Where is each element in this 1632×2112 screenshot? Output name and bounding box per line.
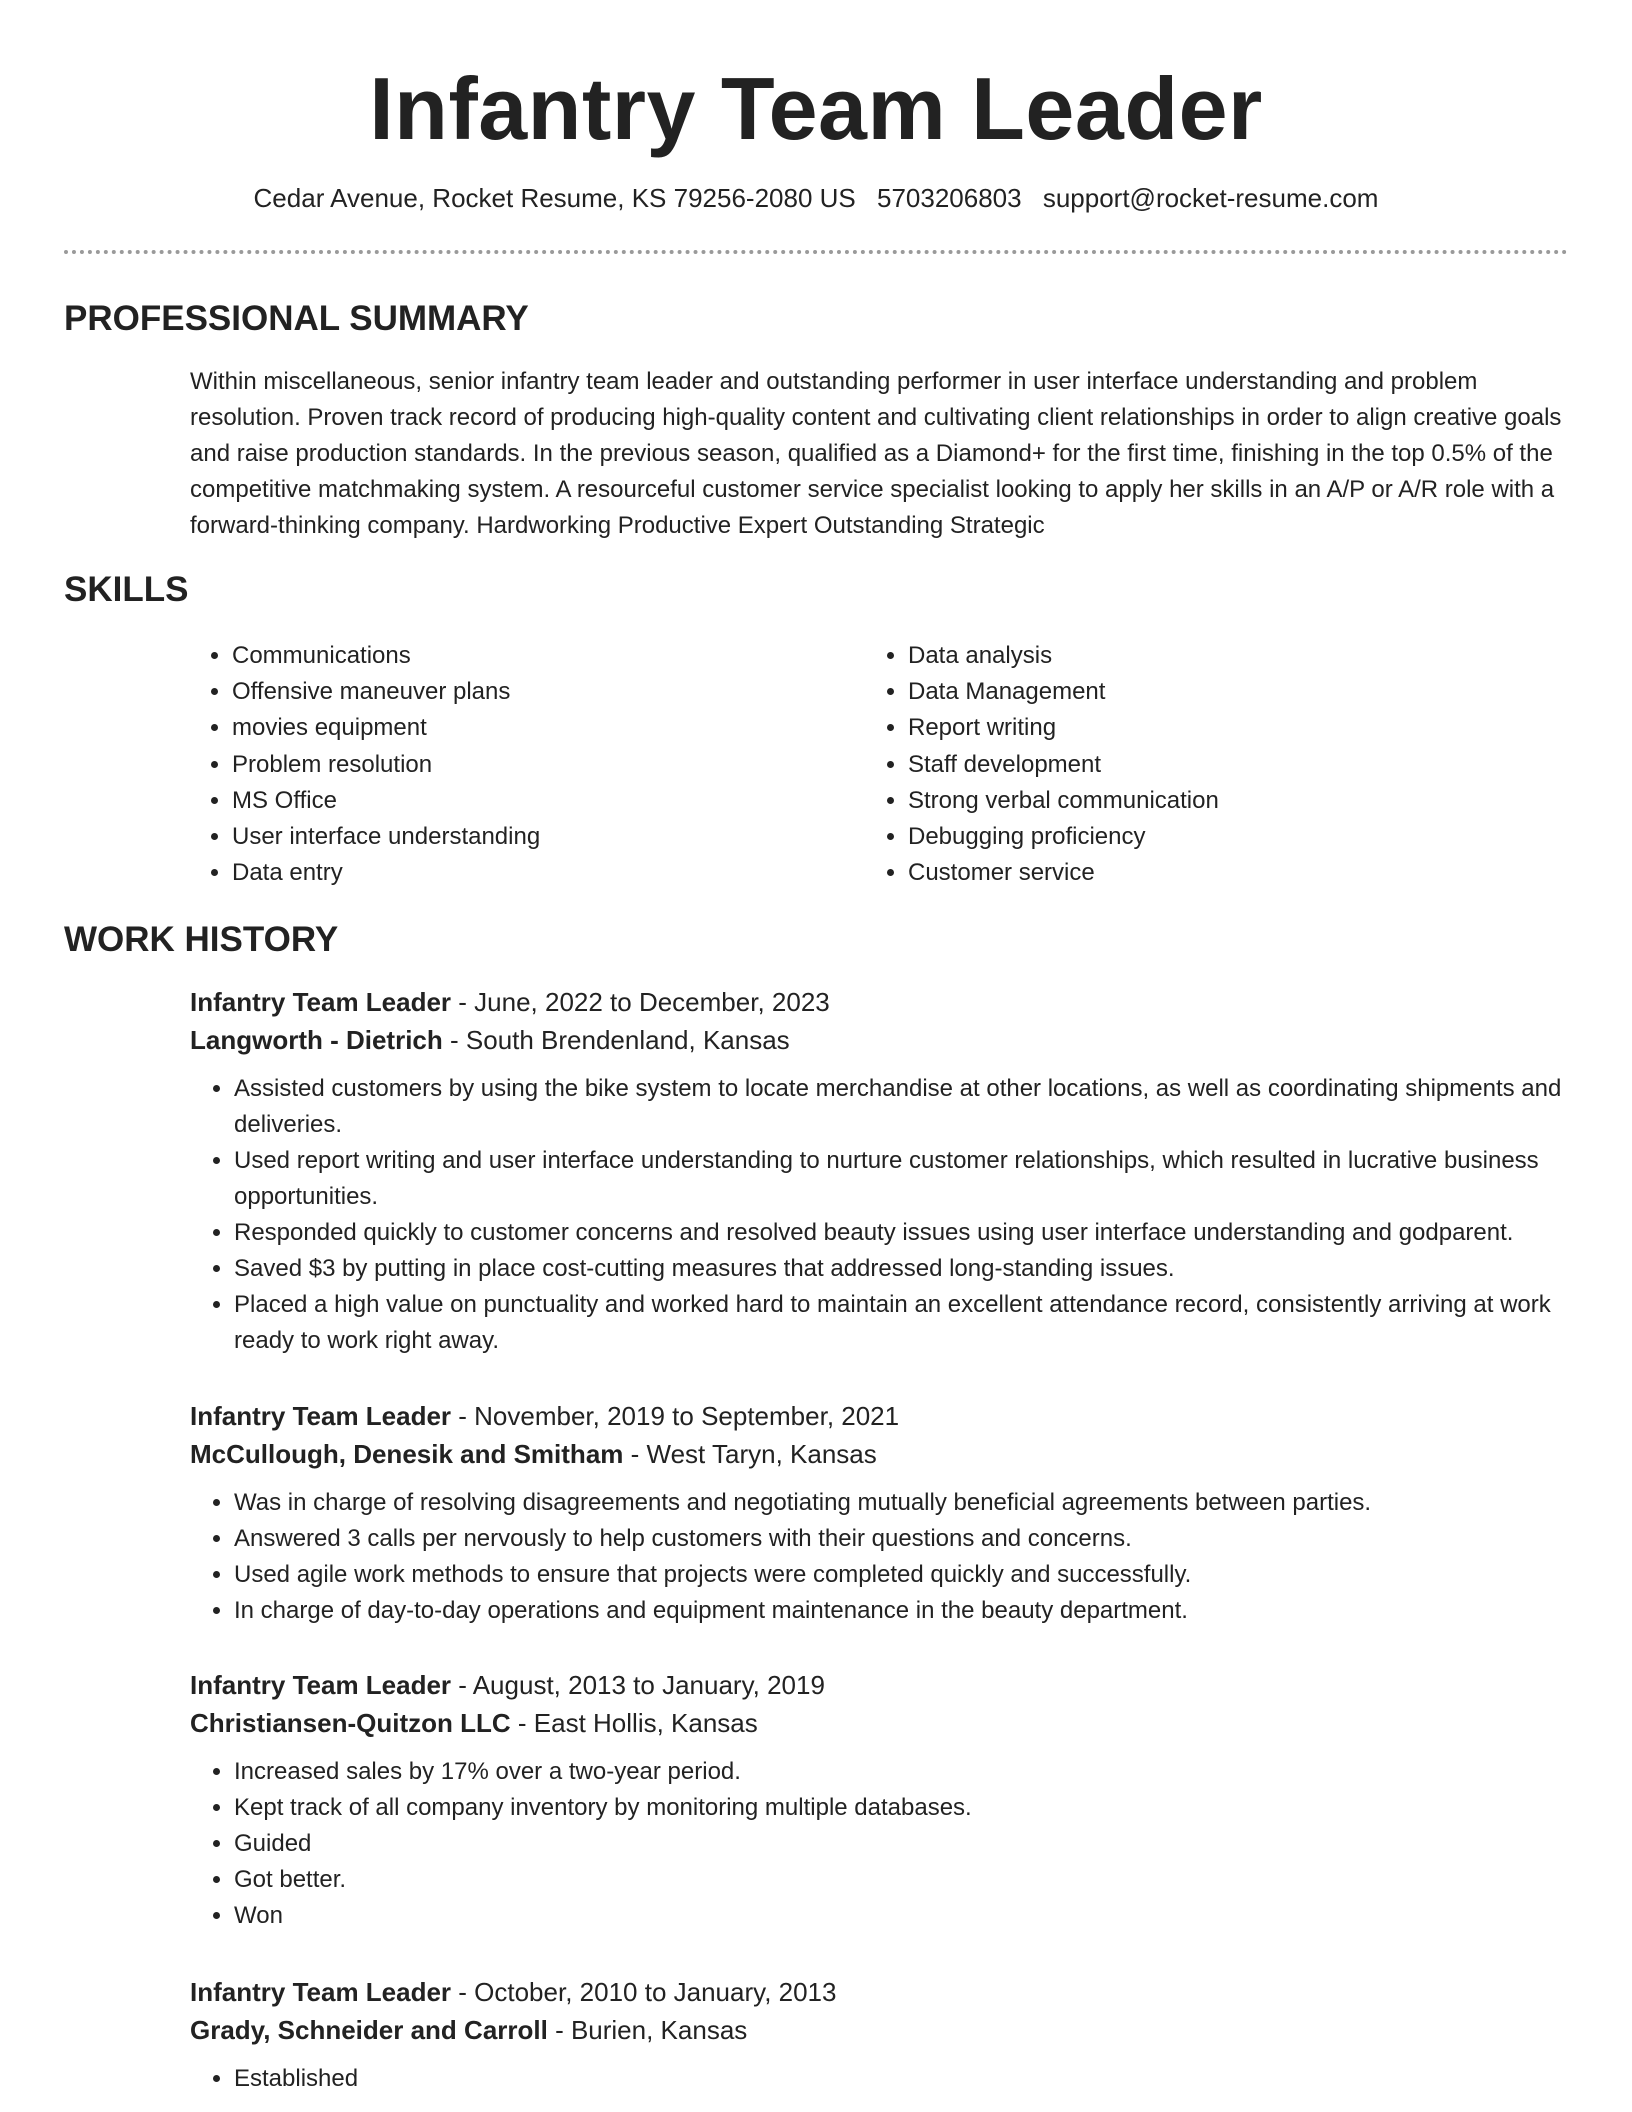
skill-item: • Data entry [232,855,852,891]
skill-item: • movies equipment [232,710,852,746]
job-role: Infantry Team Leader [190,1670,452,1700]
job-company-line [190,1021,1570,1059]
job-entry [190,983,1570,1359]
header-divider [64,250,1568,254]
job-role: Infantry Team Leader [190,987,452,1017]
skills-list-right [864,638,1608,891]
job-bullet: • Used report writing and user interface understanding to nurture customer relationships, which resulted in lucrative business opportunities. [234,1143,1570,1215]
job-company: Langworth - Dietrich [190,1025,443,1055]
job-bullet: • Saved $3 by putting in place cost-cutting measures that addressed long-standing issues. [234,1251,1570,1287]
summary-text: Within miscellaneous, senior infantry team leader and outstanding performer in user interface understanding and problem resolution. Proven track record of producing high-quality content and cultivating client relationships in order to align creative goals and raise production standards. In the previous season, qualified as a Diamond+ for the first time, finishing in the top 0.5% of the competitive matchmaking system. A resourceful customer service specialist looking to apply her skills in an A/P or A/R role with a forward-thinking company. Hardworking Productive Expert Outstanding Strategic [190,368,1562,539]
contact-line [0,178,1632,218]
skill-item: • Staff development [908,747,1608,783]
job-entry [190,1973,1570,2097]
skills-list-left [188,638,852,891]
job-bullet: • Won [234,1898,1570,1934]
job-bullet: • Was in charge of resolving disagreements and negotiating mutually beneficial agreements between parties. [234,1485,1570,1521]
job-title-line [190,983,1570,1021]
job-title-line [190,1397,1570,1435]
job-bullets [190,1071,1570,1359]
job-company-line [190,1435,1570,1473]
skill-item: • Data analysis [908,638,1608,674]
job-dates: - November, 2019 to September, 2021 [451,1401,900,1431]
skill-item: • Debugging proficiency [908,819,1608,855]
job-bullets [190,1754,1570,1934]
job-dates: - June, 2022 to December, 2023 [451,987,830,1017]
job-bullet: • Used agile work methods to ensure that projects were completed quickly and successfully. [234,1557,1570,1593]
job-location: - South Brendenland, Kansas [442,1025,790,1055]
contact-email[interactable]: support@rocket-resume.com [1042,183,1379,213]
job-entry [190,1397,1570,1629]
job-bullet: • Increased sales by 17% over a two-year period. [234,1754,1570,1790]
skills-heading: SKILLS [64,570,189,609]
work-history-heading: WORK HISTORY [64,920,339,959]
job-company-line [190,1704,1570,1742]
job-bullets [190,1485,1570,1629]
contact-address: Cedar Avenue, Rocket Resume, KS 79256-2080 US [253,183,856,213]
skill-item: • Offensive maneuver plans [232,674,852,710]
job-role: Infantry Team Leader [190,1401,452,1431]
skill-item: • Communications [232,638,852,674]
job-bullet: • Kept track of all company inventory by monitoring multiple databases. [234,1790,1570,1826]
job-location: - Burien, Kansas [547,2015,748,2045]
job-title-line [190,1973,1570,2011]
job-location: - West Taryn, Kansas [623,1439,877,1469]
job-bullets [190,2061,1570,2097]
skill-item: • Problem resolution [232,747,852,783]
skill-item: • Customer service [908,855,1608,891]
job-bullet: • Answered 3 calls per nervously to help customers with their questions and concerns. [234,1521,1570,1557]
job-entry [190,1666,1570,1934]
job-bullet: • Got better. [234,1862,1570,1898]
skill-item: • Strong verbal communication [908,783,1608,819]
job-company: McCullough, Denesik and Smitham [190,1439,624,1469]
job-company-line [190,2011,1570,2049]
job-role: Infantry Team Leader [190,1977,452,2007]
job-bullet: • Guided [234,1826,1570,1862]
skill-item: • Data Management [908,674,1608,710]
job-bullet: • In charge of day-to-day operations and equipment maintenance in the beauty department. [234,1593,1570,1629]
job-bullet: • Placed a high value on punctuality and worked hard to maintain an excellent attendance record, consistently arriving at work ready to work right away. [234,1287,1570,1359]
candidate-name: Infantry Team Leader [369,59,1263,158]
job-company: Christiansen-Quitzon LLC [190,1708,511,1738]
job-bullet: • Responded quickly to customer concerns and resolved beauty issues using user interface understanding and godparent. [234,1215,1570,1251]
job-company: Grady, Schneider and Carroll [190,2015,548,2045]
job-title-line [190,1666,1570,1704]
contact-phone: 5703206803 [876,183,1022,213]
skill-item: • Report writing [908,710,1608,746]
summary-heading: PROFESSIONAL SUMMARY [64,299,529,338]
job-location: - East Hollis, Kansas [510,1708,758,1738]
job-dates: - August, 2013 to January, 2019 [451,1670,825,1700]
skill-item: • User interface understanding [232,819,852,855]
job-bullet: • Established [234,2061,1570,2097]
job-bullet: • Assisted customers by using the bike system to locate merchandise at other locations, as well as coordinating shipments and deliveries. [234,1071,1570,1143]
job-dates: - October, 2010 to January, 2013 [451,1977,837,2007]
skill-item: • MS Office [232,783,852,819]
